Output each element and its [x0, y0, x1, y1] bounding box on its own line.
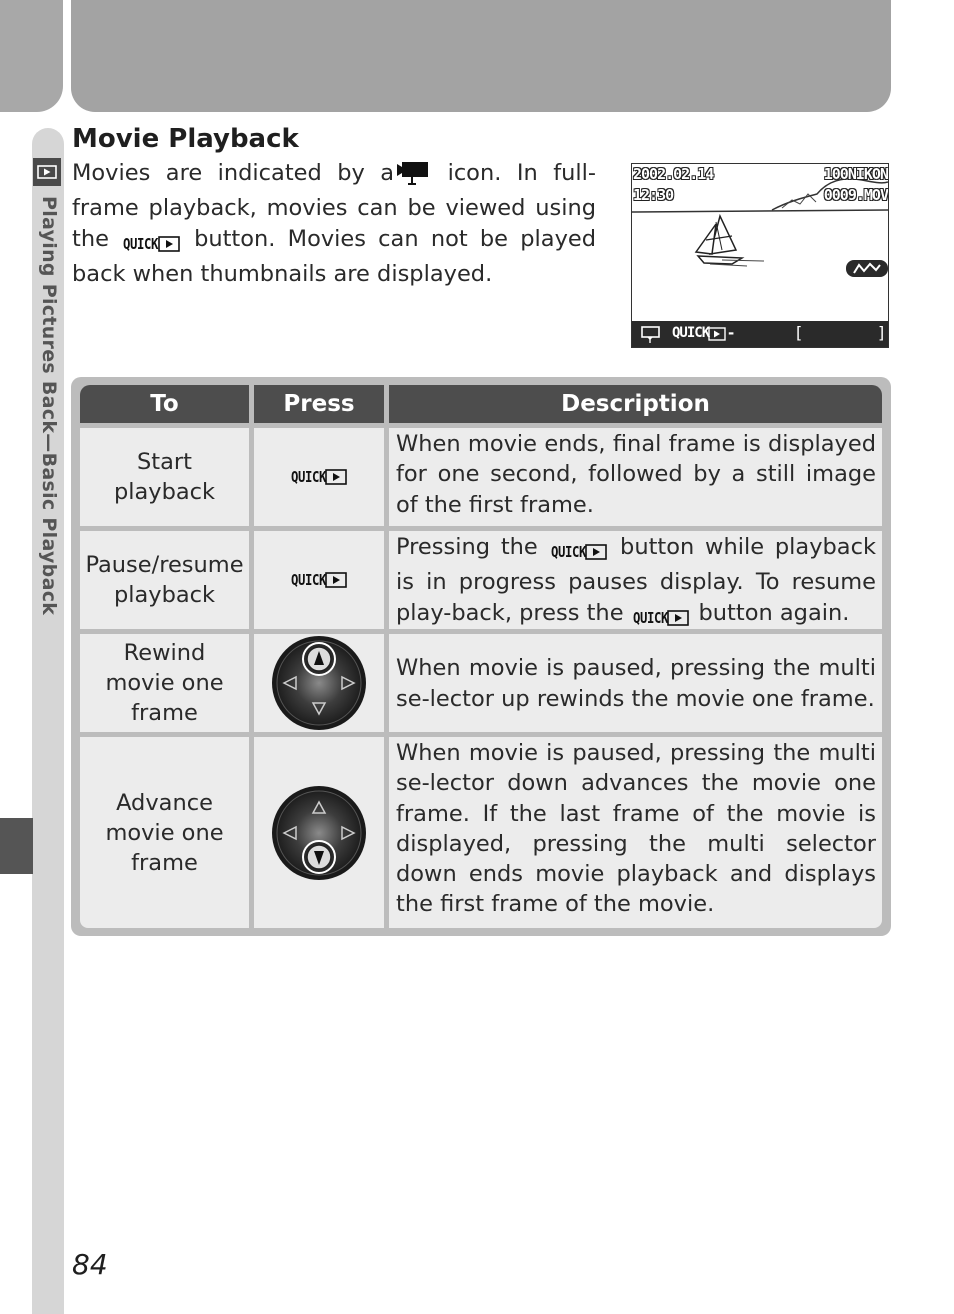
- lcd-status-bar: [632, 321, 888, 347]
- row-pause-press: [254, 531, 384, 629]
- intro-text-3: button. Movies can not be played back when thumbnails are displayed.: [72, 225, 597, 287]
- multi-selector-down-icon: [270, 784, 368, 882]
- quick-play-button-icon: [291, 468, 348, 486]
- movie-icon: [396, 159, 430, 193]
- intro-paragraph: [72, 158, 596, 289]
- lcd-dash: -: [728, 324, 735, 342]
- header-press: Press: [254, 385, 384, 423]
- lcd-bracket-open: [: [796, 323, 803, 342]
- lcd-bracket-close: ]: [878, 323, 885, 342]
- row-pause-description: [389, 531, 882, 629]
- row-advance-press: [254, 737, 384, 928]
- row-pause-to: Pause/resume playback: [80, 531, 249, 629]
- rewind-desc-text: When movie is paused, pressing the multi se-lector up rewinds the movie one frame.: [396, 655, 876, 712]
- quick-play-button-icon: [551, 537, 608, 567]
- row-rewind-to: Rewind movie one frame: [80, 634, 249, 732]
- quick-label: QUICK: [632, 608, 668, 627]
- section-sidebar-label: Playing Pictures Back—Basic Playback: [38, 196, 60, 616]
- playback-table: [71, 377, 891, 936]
- chapter-marker: [0, 818, 33, 874]
- row-rewind-press: [254, 634, 384, 732]
- lcd-file: 0009.MOV: [823, 186, 888, 204]
- quick-label: QUICK: [123, 234, 159, 253]
- quick-label: QUICK: [290, 468, 326, 486]
- page-header-bar: [71, 0, 891, 112]
- corner-tab: [0, 0, 63, 112]
- lcd-movie-icon: [640, 325, 662, 343]
- lcd-date: 2002.02.14: [633, 165, 714, 183]
- lcd-time: 12:30: [633, 186, 674, 204]
- page-title: Movie Playback: [72, 124, 299, 154]
- camera-lcd-illustration: [631, 163, 889, 348]
- multi-selector-up-icon: [270, 634, 368, 732]
- header-to: To: [80, 385, 249, 423]
- desc-part-2: button while playback is in progress pauses display. To resume play-back, press the: [396, 534, 876, 626]
- row-advance-to: Advance movie one frame: [80, 737, 249, 928]
- quick-label: QUICK: [550, 543, 586, 561]
- row-start-description: When movie ends, final frame is displayed for one second, followed by a still image of the first frame.: [389, 428, 882, 526]
- quick-play-button-icon: [123, 229, 180, 259]
- row-rewind-description: [389, 634, 882, 732]
- quick-play-button-icon: [633, 603, 690, 633]
- lcd-folder: 100NIKON: [823, 165, 888, 183]
- desc-part-3: button again.: [698, 599, 850, 626]
- row-start-to: Start playback: [80, 428, 249, 526]
- lcd-quick-label: QUICK: [672, 325, 710, 341]
- header-description: Description: [389, 385, 882, 423]
- quick-label: QUICK: [290, 571, 326, 589]
- intro-text-1: Movies are indicated by a: [72, 160, 395, 186]
- quick-play-button-icon: [291, 571, 348, 589]
- desc-part-1: Pressing the: [396, 534, 538, 560]
- intro-text-2: icon. In full-frame playback, movies can be viewed using the: [72, 160, 596, 252]
- page-number: 84: [72, 1248, 108, 1281]
- row-advance-description: When movie is paused, pressing the multi se-lector down advances the movie one frame. If the last frame of the movie is displayed, pressing the multi selector down ends movie playback and displays the first frame of the movie.: [389, 737, 882, 928]
- play-icon: [33, 158, 61, 186]
- lcd-play-icon: [708, 327, 728, 341]
- row-start-press: [254, 428, 384, 526]
